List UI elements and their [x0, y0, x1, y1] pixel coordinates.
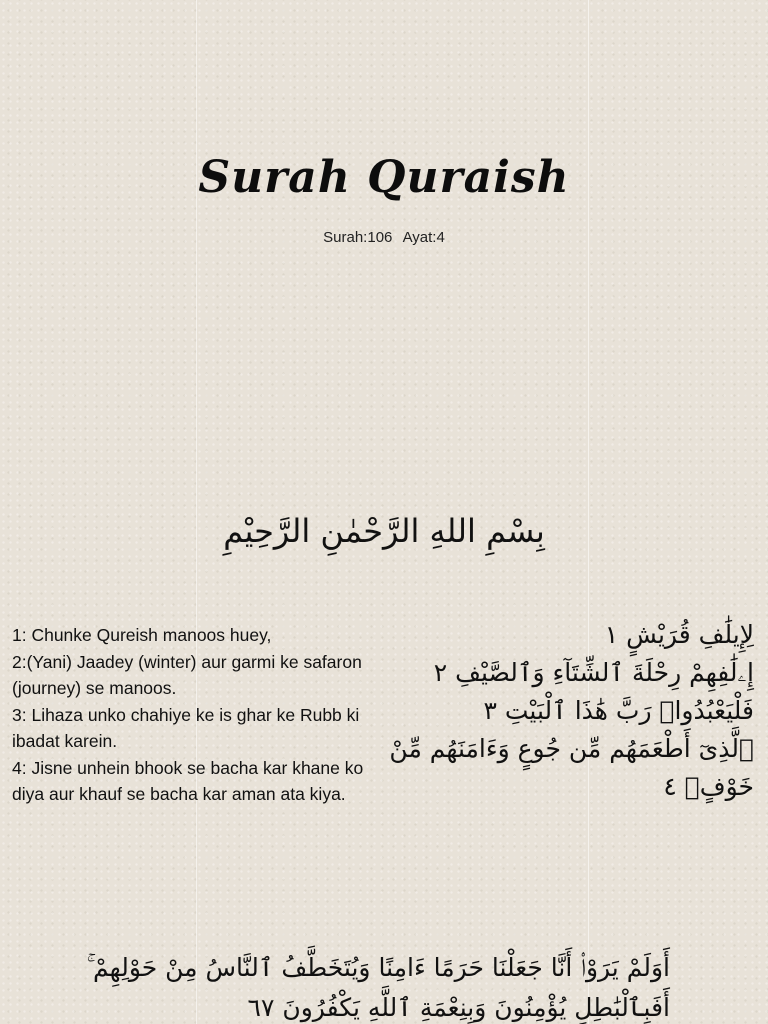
- page-title: Surah Quraish: [198, 152, 570, 203]
- surah-number: Surah:106: [323, 229, 393, 246]
- translation-verse-2: 2:(Yani) Jaadey (winter) aur garmi ke safaron (journey) se manoos.: [12, 651, 362, 698]
- arabic-verse-4: ٱلَّذِىٓ أَطْعَمَهُم مِّن جُوعٍ وَءَامَنَهُم مِّنْ خَوْفٍۭ ٤: [389, 734, 754, 801]
- arabic-verse-2: إِۦلَٰفِهِمْ رِحْلَةَ ٱلشِّتَآءِ وَٱلصَّيْفِ ٢: [433, 658, 754, 687]
- surah-meta: [0, 229, 768, 246]
- translation-verse-4: 4: Jisne unhein bhook se bacha kar khane ko diya aur khauf se bacha kar aman ata kiya.: [12, 757, 364, 804]
- bismillah-heading: بِسْمِ اللهِ الرَّحْمٰنِ الرَّحِيْمِ: [223, 512, 545, 550]
- translation-verse-1: 1: Chunke Qureish manoos huey,: [12, 625, 272, 645]
- translation-list: [12, 622, 390, 808]
- translation-verse-3: 3: Lihaza unko chahiye ke is ghar ke Rubb ki ibadat karein.: [12, 704, 360, 751]
- arabic-verse-3: فَلْيَعْبُدُوا۟ رَبَّ هَٰذَا ٱلْبَيْتِ ٣: [483, 696, 754, 725]
- related-verse-text: أَوَلَمْ يَرَوْا۟ أَنَّا جَعَلْنَا حَرَمًا ءَامِنًا وَيُتَخَطَّفُ ٱلنَّاسُ مِنْ حَوْلِهِمْ ۚ أَفَبِٱلْبَٰطِلِ يُؤْمِنُونَ وَبِنِعْمَةِ ٱللَّهِ يَكْفُرُونَ ٦٧: [86, 953, 670, 1022]
- ayat-count: Ayat:4: [402, 229, 445, 246]
- arabic-verse-1: لِإِيلَٰفِ قُرَيْشٍ ١: [604, 620, 754, 649]
- arabic-verses: [374, 616, 754, 806]
